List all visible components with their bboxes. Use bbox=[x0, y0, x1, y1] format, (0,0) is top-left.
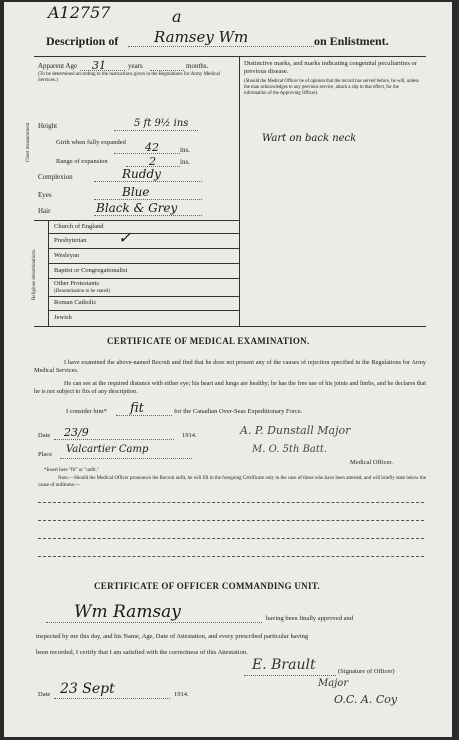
religion-roman-catholic: Roman Catholic bbox=[54, 299, 97, 306]
reference-number: A12757 bbox=[48, 3, 111, 22]
religion-row-rule bbox=[48, 278, 239, 279]
officer-unit: O.C. A. Coy bbox=[334, 693, 398, 706]
religion-other-protestants: Other Protestants bbox=[54, 280, 99, 287]
consider-suffix: for the Canadian Over-Seas Expeditionary Force. bbox=[174, 408, 303, 415]
eyes-line bbox=[94, 199, 202, 200]
chest-side-label: Chest measurement bbox=[26, 122, 31, 162]
height-value: 5 ft 9½ ins bbox=[134, 118, 189, 129]
religion-top-rule bbox=[34, 220, 239, 221]
medical-date-label: Date bbox=[38, 432, 51, 439]
unfitness-line bbox=[38, 520, 424, 521]
religion-row-rule bbox=[48, 310, 239, 311]
complexion-line bbox=[94, 181, 202, 182]
officer-text-3: been recorded, I certify that I am satisfied with the correctness of this Attestation. bbox=[36, 649, 248, 656]
medical-officer-unit: M. O. 5th Batt. bbox=[252, 444, 328, 455]
bottom-rule bbox=[34, 326, 426, 327]
height-line bbox=[114, 130, 198, 131]
age-value: 31 bbox=[92, 59, 106, 72]
fit-line bbox=[116, 415, 172, 416]
officer-date-label: Date bbox=[38, 691, 51, 698]
unfit-note: Note.—Should the Medical Officer pronounce the Recruit unfit, he will fill in the foregoing Certificate only in the case of those who have been attested, and will briefly state below the cause of unfitness:— bbox=[38, 476, 426, 488]
religion-row-rule bbox=[48, 233, 239, 234]
medical-officer-label: Medical Officer. bbox=[350, 459, 393, 466]
medical-date-line bbox=[54, 439, 174, 440]
age-note: (To be determined according to the instructions given in the Regulations for Army Medical Services.) bbox=[38, 72, 220, 83]
officer-signature-line bbox=[244, 675, 336, 676]
officer-text-1: having been finally approved and bbox=[266, 615, 353, 622]
officer-name-line bbox=[46, 622, 262, 623]
girth-ins-label: ins. bbox=[180, 146, 190, 154]
officer-certificate-title: CERTIFICATE OF OFFICER COMMANDING UNIT. bbox=[94, 581, 320, 591]
form-letter: a bbox=[172, 7, 182, 26]
place-line bbox=[60, 458, 192, 459]
girth-label: Girth when fully expanded bbox=[56, 139, 126, 146]
medical-certificate-title: CERTIFICATE OF MEDICAL EXAMINATION. bbox=[107, 336, 310, 346]
religion-checkmark: ✓ bbox=[118, 228, 132, 247]
religion-row-rule bbox=[48, 296, 239, 297]
religion-side-label: Religious denominations. bbox=[32, 248, 37, 300]
place-label: Place bbox=[38, 451, 53, 458]
officer-recruit-name: Wm Ramsay bbox=[74, 602, 181, 622]
distinctive-marks-value: Wart on back neck bbox=[262, 133, 357, 144]
form-title-right: on Enlistment. bbox=[314, 34, 389, 48]
distinctive-marks-heading: Distinctive marks, and marks indicating congenital peculiarities or previous disease. bbox=[244, 60, 417, 75]
place-value: Valcartier Camp bbox=[66, 444, 149, 455]
medical-paragraph-2: He can see at the required distance with either eye; his heart and lungs are healthy; he has the free use of his joints and limbs, and he declares that he is not subject to fits of any description. bbox=[34, 380, 426, 395]
officer-date-value: 23 Sept bbox=[60, 681, 115, 697]
complexion-label: Complexion bbox=[38, 173, 73, 181]
medical-date-value: 23/9 bbox=[64, 426, 89, 439]
apparent-age-label: Apparent Age bbox=[38, 62, 78, 70]
hair-value: Black & Grey bbox=[96, 201, 178, 215]
religion-row-rule bbox=[48, 248, 239, 249]
girth-value: 42 bbox=[145, 141, 159, 154]
fit-footnote: *Insert here "fit" or "unfit." bbox=[44, 468, 99, 473]
unfitness-line bbox=[38, 502, 424, 503]
name-line bbox=[128, 46, 314, 47]
consider-label: I consider him* bbox=[66, 408, 107, 415]
officer-text-2: inspected by me this day, and his Name, Age, Date of Attestation, and every prescribed particular having bbox=[36, 633, 309, 640]
enlistment-form-page bbox=[4, 2, 452, 737]
complexion-value: Ruddy bbox=[122, 167, 161, 181]
officer-year: 1914. bbox=[174, 691, 189, 698]
distinctive-marks-note: (Should the Medical Officer be of opinion that the recruit has served before, he will, unless the man acknowledges to any previous service, attach a slip to that effect, for the information of the Approving Officer). bbox=[244, 79, 419, 96]
medical-paragraph-1: I have examined the above-named Recruit and find that he does not present any of the causes of rejection specified in the Regulations for Army Medical Services. bbox=[34, 359, 426, 374]
religion-other-protestants-note: (Denomination to be stated) bbox=[54, 289, 110, 294]
expansion-ins-label: ins. bbox=[180, 158, 190, 166]
eyes-label: Eyes bbox=[38, 191, 52, 199]
religion-wesleyan: Wesleyan bbox=[54, 252, 80, 259]
officer-date-line bbox=[54, 698, 170, 699]
religion-baptist: Baptist or Congregationalist bbox=[54, 267, 128, 274]
height-label: Height bbox=[38, 122, 58, 130]
medical-year: 1914. bbox=[182, 432, 197, 439]
eyes-value: Blue bbox=[122, 185, 150, 199]
form-title-left: Description of bbox=[46, 34, 119, 48]
officer-signature-label: (Signature of Officer) bbox=[338, 668, 395, 675]
months-line bbox=[150, 70, 184, 71]
unfitness-line bbox=[38, 556, 424, 557]
religion-jewish: Jewish bbox=[54, 314, 72, 321]
months-label: months. bbox=[186, 62, 209, 70]
unfitness-line bbox=[38, 538, 424, 539]
expansion-value: 2 bbox=[149, 155, 156, 168]
hair-line bbox=[94, 215, 202, 216]
column-divider bbox=[239, 56, 240, 326]
religion-church-of-england: Church of England bbox=[54, 223, 104, 230]
expansion-label: Range of expansion bbox=[56, 158, 108, 165]
officer-signature: E. Brault bbox=[252, 657, 316, 673]
years-label: years bbox=[128, 62, 143, 70]
officer-rank: Major bbox=[318, 678, 349, 689]
hair-label: Hair bbox=[38, 207, 51, 215]
fit-value: fit bbox=[130, 401, 144, 416]
religion-presbyterian: Presbyterian bbox=[54, 237, 87, 244]
religion-row-rule bbox=[48, 263, 239, 264]
medical-officer-signature: A. P. Dunstall Major bbox=[240, 424, 351, 437]
recruit-name: Ramsey Wm bbox=[154, 28, 249, 46]
top-rule bbox=[34, 56, 426, 57]
